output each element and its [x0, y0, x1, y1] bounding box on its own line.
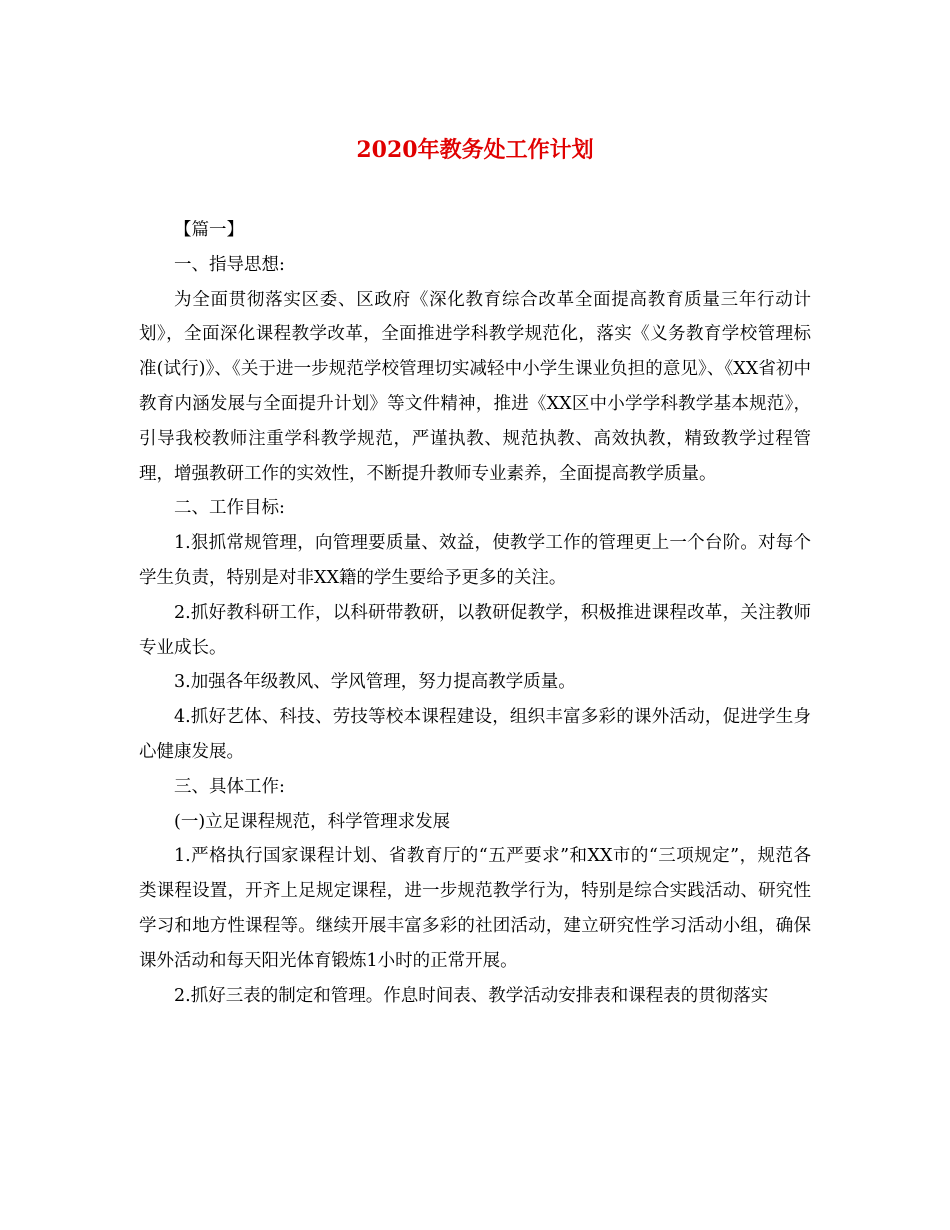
work-item-2: 2.抓好三表的制定和管理。作息时间表、教学活动安排表和课程表的贯彻落实 — [174, 985, 769, 1006]
goal-item-2: 2.抓好教科研工作，以科研带教研，以教研促教学，积极推进课程改革，关注教师专业成长。 — [139, 602, 811, 658]
paragraph-guiding-ideology: 为全面贯彻落实区委、区政府《深化教育综合改革全面提高教育质量三年行动计划》，全面深化课程教学改革，全面推进学科教学规范化，落实《义务教育学校管理标准(试行)》、《关于进一步规范学校管理切实减轻中小学生课业负担的意见》、《XX省初中教育内涵发展与全面提升计划》等文件精神，推进《XX区中小学学科教学基本规范》，引导我校教师注重学科教学规范，严谨执教、规范执教、高效执教，精致教学过程管理，增强教研工作的实效性，不断提升教师专业素养，全面提高教学质量。 — [139, 289, 811, 484]
goal-item-1: 1.狠抓常规管理，向管理要质量、效益，使教学工作的管理更上一个台阶。对每个学生负责，特别是对非XX籍的学生要给予更多的关注。 — [139, 533, 811, 588]
subheading-curriculum: (一)立足课程规范，科学管理求发展 — [174, 811, 451, 832]
goal-item-4: 4.抓好艺体、科技、劳技等校本课程建设，组织丰富多彩的课外活动，促进学生身心健康发展。 — [139, 707, 811, 762]
document-body — [139, 213, 811, 1013]
heading-work-goals: 二、工作目标: — [174, 498, 285, 519]
work-item-1: 1.严格执行国家课程计划、省教育厅的“五严要求”和XX市的“三项规定”，规范各类课程设置，开齐上足规定课程，进一步规范教学行为，特别是综合实践活动、研究性学习和地方性课程等。继续开展丰富多彩的社团活动，建立研究性学习活动小组，确保课外活动和每天阳光体育锻炼1小时的正常开展。 — [139, 846, 811, 971]
goal-item-3: 3.加强各年级教风、学风管理，努力提高教学质量。 — [174, 672, 576, 693]
section-label: 【篇一】 — [174, 220, 244, 240]
heading-guiding-ideology: 一、指导思想: — [174, 254, 285, 275]
document-title: 2020年教务处工作计划 — [356, 137, 594, 163]
heading-specific-work: 三、具体工作: — [174, 776, 285, 797]
